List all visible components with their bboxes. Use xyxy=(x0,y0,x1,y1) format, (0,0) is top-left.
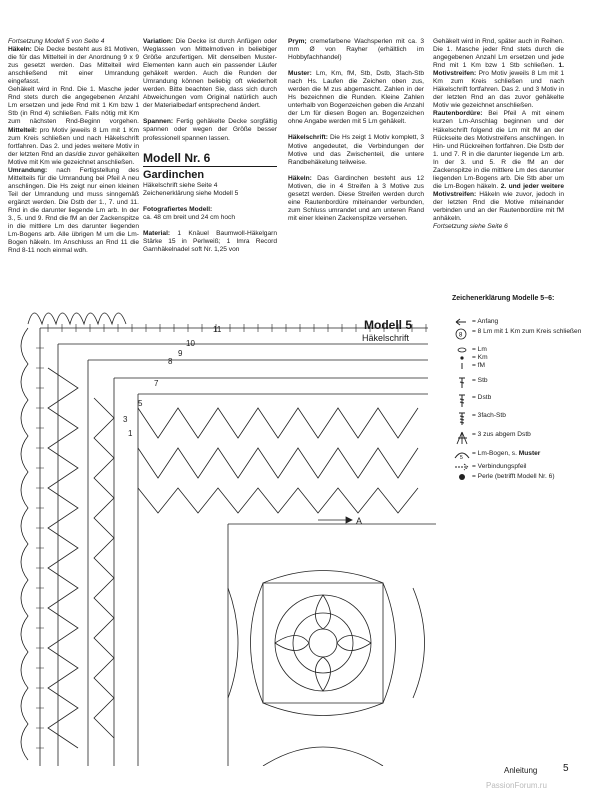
paragraph xyxy=(8,46,139,86)
arrow-a-label: A xyxy=(356,516,363,526)
paragraph-text: Pro Motiv jeweils 8 Lm mit 1 Km zum Kreis schließen und nach Häkelschrift fortfahren. Das 2. und 3 Motiv in der letzten Rnd an das zuvor gehäkelte Motiv wie gezeichnet anschließen. xyxy=(433,70,564,110)
legend-text: = Perle (betrifft Modell Nr. 6) xyxy=(472,473,555,480)
footer-section: Anleitung xyxy=(504,766,538,775)
paragraph-heading: Häkeln: xyxy=(288,174,312,182)
legend-title: Zeichenerklärung Modelle 5–6: xyxy=(452,295,555,302)
paragraph: Häkelschrift siehe Seite 4 xyxy=(143,181,218,189)
legend-text: = Km xyxy=(472,354,488,361)
model-6-subtitle: Gardinchen xyxy=(143,168,205,181)
text-column-2 xyxy=(143,38,277,254)
row-number: 5 xyxy=(138,399,143,408)
model-5-title: Modell 5 xyxy=(364,318,413,332)
zigzag-band xyxy=(94,398,114,738)
text-column-1 xyxy=(8,38,139,255)
paragraph-heading: Prym; xyxy=(288,38,307,45)
row-number: 3 xyxy=(123,415,128,424)
paragraph xyxy=(288,175,424,223)
legend-item xyxy=(452,377,592,389)
paragraph-text: Lm, Km, fM, Stb, Dstb, 3fach-Stb nach Hs. Laufen die Zeichen oben zus, werden die M zus abgemascht. Zahlen in der Hs bezeichnen die Runden. Kleine Zahlen unterhalb von Bogenzeichen geben die Anzahl der Lm für diesen Bogen an. Bogenzeichen ohne Angabe werden mit 5 Lm gehäkelt. xyxy=(288,70,425,126)
legend-item xyxy=(452,318,592,326)
symbol-legend xyxy=(452,295,592,480)
svg-text:8: 8 xyxy=(459,332,463,339)
paragraph-text: nach Fertigstellung des Mittelteils für die Umrandung bei Pfeil A neu anschlingen. Die Hs zeigt nur einen kleinen Teil der Umrandung und muss sinngemäß ergänzt werden. Die Dstb der 1., 7. und 11. Rnd in die darunter liegende Lm arb. In der 3., 5. und 9. Rnd die fM an der Zackenspitze in die mittlere Lm des darunter liegenden Lm-Bogens arb. Alle übrigen M um die Lm-Bogen häkeln. Im Anschluss an Rnd 11 die Rnd 8-11 noch einmal wdh. xyxy=(8,166,139,255)
row-number: 7 xyxy=(154,379,159,388)
paragraph-heading: Rautenbordüre: xyxy=(433,110,483,118)
legend-text-bold: Muster xyxy=(518,450,541,457)
center-motif-arcs xyxy=(251,571,396,716)
paragraph xyxy=(433,110,564,223)
paragraph-heading: Häkelschrift: xyxy=(288,134,328,142)
zigzag-band xyxy=(138,448,418,478)
single-crochet-icon xyxy=(452,362,472,370)
chain-icon xyxy=(452,346,472,354)
model-5-subtitle: Häkelschrift xyxy=(362,333,410,343)
paragraph-text: Das Gardinchen besteht aus 12 Motiven, die in 4 Streifen à 3 Motive zus gesetzt werden. Diese Streifen werden durch eine Rautenbordüre miteinander verbunden, zum Schluss umrandet und am unteren Rand mit einer kleinen Zackenspitze versehen. xyxy=(288,174,424,222)
partial-motif xyxy=(413,588,425,698)
paragraph-text: Gehäkelt wird in Rnd. Die 1. Masche jeder Rnd stets durch die angegebenen Anzahl Lm ersetzen und jede Rnd mit 1 Km bzw 1 Stb (in Rnd 4) schließen. Falls nötig mit Km zum nächsten Rnd-Beginn vorgehen. xyxy=(8,86,139,126)
legend-text: = 8 Lm mit 1 Km zum Kreis schließen xyxy=(472,328,582,335)
legend-text-part: = Lm-Bogen, s. xyxy=(472,450,517,457)
legend-item xyxy=(452,463,592,471)
paragraph xyxy=(8,167,139,256)
paragraph xyxy=(143,118,277,142)
paragraph-text: Häkeln wie zuvor, jedoch in der letzten Rnd die Motive miteinander verbinden und an der Rautenbordüre mit fM anhäkeln. xyxy=(433,190,564,223)
join-icon xyxy=(452,463,472,471)
bead-icon xyxy=(452,473,472,481)
text-column-3 xyxy=(288,38,424,223)
crochet-diagram xyxy=(18,288,436,766)
paragraph-heading: 2. und jeder weitere Motivstreifen: xyxy=(433,182,564,198)
treble-icon xyxy=(452,377,472,389)
paragraph: Zeichenerklärung siehe Modell 5 xyxy=(143,189,239,197)
paragraph-text: Gehäkelt wird in Rnd, später auch in Reihen. Die 1. Masche jeder Rnd stets durch die angegebenen Anzahl Lm ersetzen und jede Rnd mit 1 Km bzw 1 Stb schließen. xyxy=(433,38,564,70)
row-number: 1 xyxy=(128,429,133,438)
svg-text:5: 5 xyxy=(460,455,463,460)
legend-item xyxy=(452,346,592,354)
paragraph-heading: Muster: xyxy=(288,70,312,78)
paragraph-text: 1 Knäuel Baumwoll-Häkelgarn Stärke 15 in Perlweiß; 1 Imra Record Garnhäkelnadel soft Nr. 1,25 von xyxy=(143,229,277,253)
watermark: PassionForum.ru xyxy=(486,781,547,790)
paragraph xyxy=(288,134,424,166)
paragraph-text: Die Hs zeigt 1 Motiv komplett, 3 Motive angedeutet, die Verbindungen der Motive und das Zwischenteil, die untere Randbehäkelung teilweise. xyxy=(288,134,424,166)
zigzag-band xyxy=(138,408,418,438)
stitch-ticks xyxy=(36,348,44,748)
center-motif-square xyxy=(263,583,383,703)
legend-text: = 3 zus abgem Dstb xyxy=(472,431,531,438)
continuation-note: Fortsetzung Modell 5 von Seite 4 xyxy=(8,38,105,45)
legend-text xyxy=(472,450,592,458)
paragraph-text: cremefarbene Wachsperlen mit ca. 3 mm Ø von Rayher (erhältlich im Hobbyfachhandel) xyxy=(288,38,424,62)
legend-item xyxy=(452,328,592,340)
chain-arc-icon xyxy=(452,450,472,460)
paragraph-heading: Material: xyxy=(143,229,171,237)
center-motif-ring xyxy=(309,629,337,657)
legend-item xyxy=(452,450,592,460)
arrow-icon xyxy=(452,318,472,326)
row-number: 11 xyxy=(213,325,222,334)
center-motif-petals xyxy=(275,595,371,691)
page-number: 5 xyxy=(563,763,569,774)
paragraph xyxy=(143,38,277,110)
paragraph-text: Die Decke ist durch Anfügen oder Weglassen von Mittelmotiven in beliebiger Größe anzufertigen. Mit denselben Muster-Elementen kann auch ein passender Läufer gehäkelt werden. Auch die Runden der Umrandung können beliebig oft wiederholt werden. Bitte beachten Sie, dass sich durch Abweichungen vom Original natürlich auch der Materialbedarf entsprechend ändert. xyxy=(143,38,277,110)
legend-item xyxy=(452,394,592,408)
legend-item xyxy=(452,362,592,370)
double-treble-icon xyxy=(452,394,472,408)
row-number: 8 xyxy=(168,357,173,366)
legend-text: = 3fach-Stb xyxy=(472,412,506,419)
continuation-note: Fortsetzung siehe Seite 6 xyxy=(433,223,508,231)
paragraph-text: Die Decke besteht aus 81 Motiven, die für das Mittelteil in der Anordnung 9 x 9 zus gesetzt werden. Das Mittelteil wird anschließend mit einer Umrandung eingefasst. xyxy=(8,46,139,86)
model-6-title: Modell Nr. 6 xyxy=(143,150,211,165)
paragraph-heading: Häkeln: xyxy=(8,46,32,54)
legend-item xyxy=(452,431,592,445)
zigzag-band xyxy=(138,488,418,513)
ring-icon xyxy=(452,328,472,340)
legend-text: = Verbindungspfeil xyxy=(472,463,527,470)
paragraph xyxy=(288,70,424,126)
text-column-4 xyxy=(433,38,564,231)
title-rule xyxy=(143,166,277,167)
arrow-a-head xyxy=(346,517,352,523)
partial-motif xyxy=(263,747,383,766)
center-motif-ring xyxy=(275,595,371,691)
paragraph-heading: Variation: xyxy=(143,38,174,45)
border-scallops-left xyxy=(21,328,28,760)
legend-item xyxy=(452,412,592,426)
paragraph xyxy=(8,86,139,166)
row-number: 10 xyxy=(186,339,195,348)
paragraph-heading: Umrandung: xyxy=(8,166,48,174)
legend-text: = fM xyxy=(472,362,486,369)
legend-text: = Anfang xyxy=(472,318,499,325)
zigzag-band xyxy=(48,368,78,748)
paragraph-heading: Spannen: xyxy=(143,118,174,126)
legend-item xyxy=(452,354,592,362)
paragraph-text: Bei Pfeil A mit einem kurzen Lm-Anschlag beginnen und der Häkelschrift folgend die Lm mit fM an der Rückseite des Motivstreifens anschlingen. In Hin- und Rückreihen fortfahren. Die Dstb der 1. und 7. R in die darunter liegende Lm arb. In der 3. und 5. R die fM an der Zackenspitze in die mittlere Lm des darunter liegenden Lm-Bogens arb. Die Stb aber um die Lm-Bogen häkeln. xyxy=(433,110,564,190)
paragraph-text: Fertig gehäkelte Decke sorgfältig spannen oder wegen der Größe besser professionell spannen lassen. xyxy=(143,118,277,142)
paragraph xyxy=(433,38,564,110)
triple-treble-icon xyxy=(452,412,472,426)
legend-text: = Stb xyxy=(472,377,488,384)
border-scallops-top xyxy=(28,313,126,324)
slip-stitch-icon xyxy=(452,354,472,362)
partial-motif xyxy=(228,588,238,698)
paragraph-heading: Mittelteil: xyxy=(8,126,37,134)
paragraph xyxy=(288,38,424,62)
paragraph-text: pro Motiv jeweils 8 Lm mit 1 Km zum Kreis schließen und nach Häkelschrift fortfahren. Das 2. und jedes weitere Motiv in der letzten Rnd an das/die zuvor gehäkelten Motive mit Km wie gezeichnet anschließen. xyxy=(8,126,139,166)
paragraph-heading: Fotografiertes Modell: xyxy=(143,205,213,213)
center-motif-ring xyxy=(293,613,353,673)
paragraph xyxy=(143,230,277,254)
legend-item xyxy=(452,473,592,481)
paragraph-heading: 1. Motivstreifen: xyxy=(433,62,564,78)
legend-text: = Dstb xyxy=(472,394,492,401)
cluster-icon xyxy=(452,431,472,445)
row-number: 9 xyxy=(178,349,183,358)
legend-text: = Lm xyxy=(472,346,487,353)
paragraph: ca. 48 cm breit und 24 cm hoch xyxy=(143,213,235,221)
